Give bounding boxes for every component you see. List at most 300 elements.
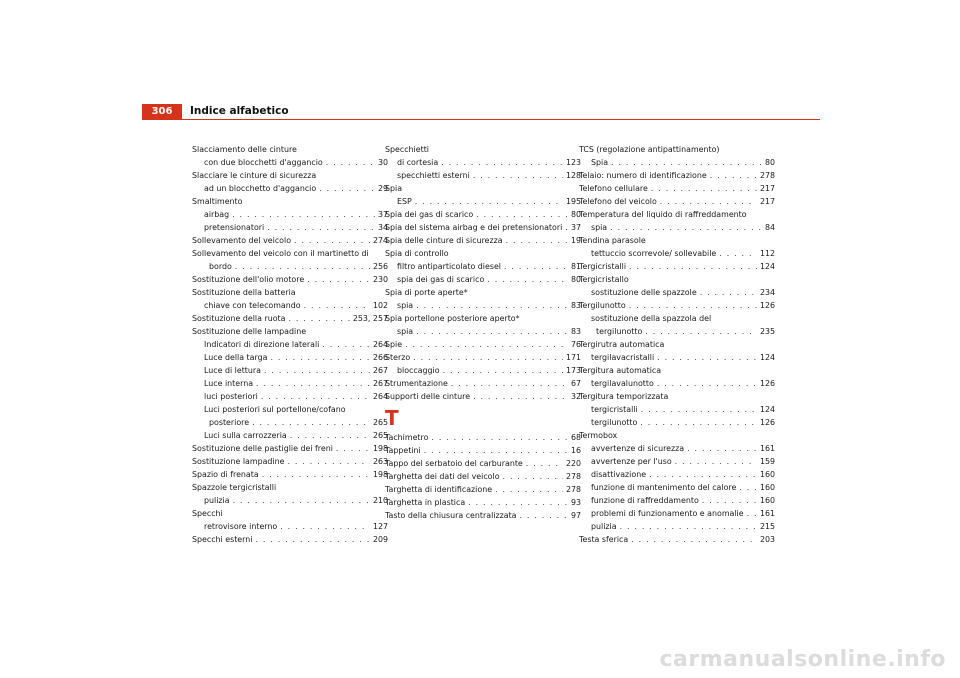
- index-entry: [579, 286, 775, 299]
- index-entry-page: 97: [570, 511, 581, 520]
- index-entry-term: Tergicristalli: [579, 262, 627, 271]
- index-entry-page: 123: [565, 158, 581, 167]
- index-entry: [579, 260, 775, 273]
- dot-leader: [702, 494, 757, 507]
- index-entry-page: 278: [759, 171, 775, 180]
- dot-leader: [322, 338, 370, 351]
- index-entry: [385, 470, 581, 483]
- index-entry-term: pulizia: [591, 522, 617, 531]
- index-entry: [579, 442, 775, 455]
- index-column-1: [192, 143, 388, 546]
- index-entry: [579, 338, 775, 351]
- index-entry: [579, 520, 775, 533]
- index-entry: [192, 325, 388, 338]
- index-entry-page: 253, 257: [352, 314, 388, 323]
- dot-leader: [290, 429, 370, 442]
- dot-leader: [262, 468, 370, 481]
- index-entry-term: Spazzole tergicristalli: [192, 483, 277, 492]
- index-entry-term: spia: [591, 223, 608, 232]
- index-entry: [385, 182, 581, 195]
- index-entry-term: Luci sulla carrozzeria: [204, 431, 287, 440]
- index-entry: [579, 299, 775, 312]
- dot-leader: [629, 260, 757, 273]
- index-entry-page: 267: [372, 366, 388, 375]
- dot-leader: [261, 390, 370, 403]
- index-entry-page: 19: [570, 236, 581, 245]
- index-entry-term: spia: [397, 301, 414, 310]
- index-entry-term: Sostituzione delle pastiglie dei freni: [192, 444, 333, 453]
- index-entry-term: tergilunotto: [596, 327, 643, 336]
- index-entry: [579, 390, 775, 403]
- dot-leader: [620, 520, 757, 533]
- index-entry-term: sostituzione della spazzola del: [591, 314, 712, 323]
- index-entry-term: Tappetini: [385, 446, 421, 455]
- index-entry-term: Tachimetro: [385, 433, 429, 442]
- dot-leader: [520, 509, 568, 522]
- index-entry-term: pulizia: [204, 496, 230, 505]
- index-entry-term: Spia dei gas di scarico: [385, 210, 474, 219]
- index-entry: [192, 221, 388, 234]
- dot-leader: [326, 156, 375, 169]
- index-entry-term: ESP: [397, 197, 412, 206]
- index-entry: [192, 364, 388, 377]
- index-entry-term: tettuccio scorrevole/ sollevabile: [591, 249, 717, 258]
- dot-leader: [287, 455, 369, 468]
- index-entry: [579, 494, 775, 507]
- dot-leader: [657, 351, 757, 364]
- dot-leader: [657, 377, 757, 390]
- index-entry: [192, 169, 388, 182]
- index-entry-page: 217: [759, 184, 775, 193]
- index-entry: [385, 325, 581, 338]
- index-entry-term: Specchi esterni: [192, 535, 253, 544]
- index-entry-term: funzione di mantenimento del calore: [591, 483, 737, 492]
- index-entry-term: Luci posteriori sul portellone/cofano: [204, 405, 346, 414]
- index-entry: [192, 455, 388, 468]
- index-entry: [192, 299, 388, 312]
- dot-leader: [451, 377, 568, 390]
- dot-leader: [651, 182, 757, 195]
- index-entry-term: Temperatura del liquido di raffreddamento: [579, 210, 747, 219]
- index-column-3: [579, 143, 775, 546]
- index-entry-term: Sostituzione della batteria: [192, 288, 296, 297]
- index-entry: [385, 260, 581, 273]
- index-entry-term: Tergicristallo: [579, 275, 629, 284]
- index-entry-page: 76: [570, 340, 581, 349]
- index-entry: [192, 156, 388, 169]
- index-entry-page: 230: [372, 275, 388, 284]
- index-entry: [192, 520, 388, 533]
- index-entry-page: 274: [372, 236, 388, 245]
- index-entry-page: 83: [570, 301, 581, 310]
- index-entry-term: Spia del sistema airbag e dei pretensionatori: [385, 223, 563, 232]
- index-entry-term: tergicristalli: [591, 405, 638, 414]
- index-entry-page: 265: [372, 431, 388, 440]
- index-entry-term: ad un blocchetto d'aggancio: [204, 184, 317, 193]
- index-entry-page: 264: [372, 392, 388, 401]
- index-entry-term: Tergitura automatica: [579, 366, 662, 375]
- index-entry: [192, 507, 388, 520]
- dot-leader: [288, 312, 349, 325]
- index-entry: [579, 169, 775, 182]
- index-entry: [385, 496, 581, 509]
- dot-leader: [441, 156, 563, 169]
- dot-leader: [235, 260, 370, 273]
- index-entry-page: 126: [759, 418, 775, 427]
- index-entry: [579, 312, 775, 325]
- index-entry-page: 171: [565, 353, 581, 362]
- index-entry-page: 29: [377, 184, 388, 193]
- index-entry: [385, 364, 581, 377]
- index-entry-term: Supporti delle cinture: [385, 392, 471, 401]
- index-entry-term: Sostituzione dell'olio motore: [192, 275, 305, 284]
- index-entry: [192, 247, 388, 260]
- index-entry: [192, 208, 388, 221]
- index-entry-page: 128: [565, 171, 581, 180]
- dot-leader: [424, 444, 568, 457]
- index-entry: [385, 195, 581, 208]
- dot-leader: [252, 416, 370, 429]
- index-entry-term: chiave con telecomando: [204, 301, 301, 310]
- index-entry-page: 263: [372, 457, 388, 466]
- index-entry-term: airbag: [204, 210, 230, 219]
- dot-leader: [413, 351, 563, 364]
- index-entry-page: 124: [759, 405, 775, 414]
- index-entry-term: Targhetta dei dati del veicolo: [385, 472, 500, 481]
- index-entry: [385, 299, 581, 312]
- index-entry-page: 209: [372, 535, 388, 544]
- index-entry-term: Sterzo: [385, 353, 411, 362]
- index-entry-term: posteriore: [209, 418, 250, 427]
- index-entry-page: 102: [372, 301, 388, 310]
- dot-leader: [416, 299, 568, 312]
- index-entry-page: 30: [377, 158, 388, 167]
- index-entry: [579, 182, 775, 195]
- index-entry: [385, 169, 581, 182]
- index-entry-term: Tergilunotto: [579, 301, 626, 310]
- dot-leader: [307, 273, 370, 286]
- index-entry: [192, 312, 388, 325]
- index-entry-term: Telefono del veicolo: [579, 197, 657, 206]
- index-entry: [192, 442, 388, 455]
- index-entry-term: Sollevamento del veicolo: [192, 236, 292, 245]
- dot-leader: [710, 169, 757, 182]
- index-entry-term: luci posteriori: [204, 392, 258, 401]
- index-entry-term: Spia di controllo: [385, 249, 449, 258]
- index-entry-term: spia dei gas di scarico: [397, 275, 485, 284]
- index-entry-page: 84: [764, 223, 775, 232]
- index-entry-page: 159: [759, 457, 775, 466]
- dot-leader: [719, 247, 757, 260]
- dot-leader: [687, 442, 757, 455]
- index-entry: [192, 481, 388, 494]
- index-entry-term: bordo: [209, 262, 232, 271]
- index-entry-page: 124: [759, 353, 775, 362]
- index-entry-page: 80: [764, 158, 775, 167]
- index-entry: [385, 286, 581, 299]
- index-entry-page: 160: [759, 470, 775, 479]
- index-entry: [385, 444, 581, 457]
- index-entry: [192, 390, 388, 403]
- index-entry: [579, 429, 775, 442]
- dot-leader: [675, 455, 757, 468]
- dot-leader: [629, 299, 757, 312]
- index-entry-term: specchietti esterni: [397, 171, 470, 180]
- index-entry-page: 265: [372, 418, 388, 427]
- index-entry-page: 278: [565, 485, 581, 494]
- dot-leader: [611, 156, 762, 169]
- index-entry-page: 83: [570, 327, 581, 336]
- index-entry-page: 266: [372, 353, 388, 362]
- index-entry-page: 124: [759, 262, 775, 271]
- index-entry: [385, 312, 581, 325]
- dot-leader: [631, 533, 757, 546]
- index-entry: [579, 364, 775, 377]
- dot-leader: [267, 221, 375, 234]
- index-entry-term: Targhetta di identificazione: [385, 485, 493, 494]
- dot-leader: [304, 299, 370, 312]
- index-entry: [192, 273, 388, 286]
- index-entry-term: Tergirutra automatica: [579, 340, 665, 349]
- index-entry-term: Spie: [385, 340, 403, 349]
- index-entry: [192, 468, 388, 481]
- index-entry-term: Tergitura temporizzata: [579, 392, 669, 401]
- index-entry: [192, 182, 388, 195]
- index-entry: [385, 208, 581, 221]
- dot-leader: [336, 442, 370, 455]
- index-entry-term: Luce di lettura: [204, 366, 261, 375]
- index-entry: [579, 143, 775, 156]
- index-entry-term: Smaltimento: [192, 197, 243, 206]
- index-entry: [192, 286, 388, 299]
- index-entry: [192, 260, 388, 273]
- dot-leader: [473, 390, 568, 403]
- index-entry-term: Spia di porte aperte*: [385, 288, 468, 297]
- index-entry: [192, 494, 388, 507]
- dot-leader: [476, 208, 568, 221]
- index-entry-term: spia: [397, 327, 414, 336]
- index-entry: [579, 325, 775, 338]
- index-entry-term: Spazio di frenata: [192, 470, 259, 479]
- index-entry: [192, 195, 388, 208]
- index-entry-page: 37: [377, 210, 388, 219]
- index-entry-term: tergilavacristalli: [591, 353, 655, 362]
- index-entry-page: 220: [565, 459, 581, 468]
- index-entry-page: 37: [570, 223, 581, 232]
- dot-leader: [504, 260, 568, 273]
- index-entry-term: Tendina parasole: [579, 236, 646, 245]
- dot-leader: [640, 416, 757, 429]
- index-entry: [192, 234, 388, 247]
- index-entry-page: 80: [570, 210, 581, 219]
- index-entry-term: con due blocchetti d'aggancio: [204, 158, 323, 167]
- dot-leader: [506, 234, 568, 247]
- index-entry-term: Spia portellone posteriore aperto*: [385, 314, 520, 323]
- dot-leader: [660, 195, 757, 208]
- index-entry: [385, 143, 581, 156]
- index-entry: [579, 208, 775, 221]
- index-entry-term: Indicatori di direzione laterali: [204, 340, 320, 349]
- index-entry-page: 173: [565, 366, 581, 375]
- dot-leader: [270, 351, 370, 364]
- index-entry: [579, 481, 775, 494]
- dot-leader: [255, 533, 369, 546]
- index-entry-term: tergilavalunotto: [591, 379, 654, 388]
- index-entry-page: 210: [372, 496, 388, 505]
- index-entry-page: 203: [759, 535, 775, 544]
- index-entry-page: 126: [759, 379, 775, 388]
- index-entry-term: filtro antiparticolato diesel: [397, 262, 501, 271]
- index-entry-page: 68: [570, 433, 581, 442]
- index-entry-term: problemi di funzionamento e anomalie: [591, 509, 744, 518]
- dot-leader: [700, 286, 757, 299]
- dot-leader: [487, 273, 568, 286]
- index-entry: [579, 416, 775, 429]
- index-entry: [385, 377, 581, 390]
- index-entry: [579, 156, 775, 169]
- index-entry: [579, 377, 775, 390]
- index-entry-page: 256: [372, 262, 388, 271]
- index-entry-page: 160: [759, 496, 775, 505]
- index-entry-page: 67: [570, 379, 581, 388]
- dot-leader: [405, 338, 568, 351]
- index-entry: [385, 509, 581, 522]
- dot-leader: [443, 364, 563, 377]
- watermark: carmanualsonline.info: [659, 647, 946, 672]
- index-entry-term: Slacciare le cinture di sicurezza: [192, 171, 317, 180]
- dot-leader: [468, 496, 568, 509]
- index-entry-page: 215: [759, 522, 775, 531]
- index-entry-term: Luce della targa: [204, 353, 268, 362]
- dot-leader: [747, 507, 757, 520]
- index-entry-page: 235: [759, 327, 775, 336]
- index-entry: [579, 221, 775, 234]
- index-entry-term: TCS (regolazione antipattinamento): [579, 145, 720, 154]
- index-entry-term: tergilunotto: [591, 418, 638, 427]
- dot-leader: [264, 364, 370, 377]
- index-entry-term: Telaio: numero di identificazione: [579, 171, 707, 180]
- index-entry-term: Specchietti: [385, 145, 429, 154]
- dot-leader: [431, 431, 568, 444]
- index-entry-page: 126: [759, 301, 775, 310]
- index-entry: [385, 273, 581, 286]
- index-entry-term: pretensionatori: [204, 223, 265, 232]
- index-entry-term: sostituzione delle spazzole: [591, 288, 697, 297]
- index-entry-page: 127: [372, 522, 388, 531]
- index-entry-term: Spia delle cinture di sicurezza: [385, 236, 503, 245]
- index-entry-term: di cortesia: [397, 158, 439, 167]
- dot-leader: [415, 195, 563, 208]
- page-number-badge: 306: [142, 104, 182, 119]
- index-entry-term: avvertenze di sicurezza: [591, 444, 685, 453]
- index-entry-term: Telefono cellulare: [579, 184, 648, 193]
- index-entry-page: 198: [372, 470, 388, 479]
- index-entry: [192, 377, 388, 390]
- index-entry-page: 160: [759, 483, 775, 492]
- index-entry: [579, 468, 775, 481]
- index-entry-term: Tappo del serbatoio del carburante: [385, 459, 523, 468]
- index-entry: [385, 247, 581, 260]
- index-entry: [579, 403, 775, 416]
- dot-leader: [503, 470, 563, 483]
- page-title: Indice alfabetico: [190, 105, 289, 117]
- dot-leader: [649, 468, 757, 481]
- index-entry-page: 112: [759, 249, 775, 258]
- index-entry-page: 278: [565, 472, 581, 481]
- index-entry-page: 217: [759, 197, 775, 206]
- index-entry-term: Spia: [385, 184, 403, 193]
- index-entry-term: Sostituzione lampadine: [192, 457, 285, 466]
- index-entry-page: 161: [759, 444, 775, 453]
- dot-leader: [641, 403, 757, 416]
- index-entry: [192, 143, 388, 156]
- dot-leader: [610, 221, 762, 234]
- index-entry: [579, 234, 775, 247]
- index-entry: [385, 457, 581, 470]
- index-entry-page: 198: [372, 444, 388, 453]
- index-entry: [192, 429, 388, 442]
- index-entry: [579, 455, 775, 468]
- index-entry-page: 32: [570, 392, 581, 401]
- index-entry-term: retrovisore interno: [204, 522, 278, 531]
- dot-leader: [319, 182, 375, 195]
- index-entry-page: 264: [372, 340, 388, 349]
- header-divider: [142, 119, 820, 120]
- index-entry-term: Targhetta in plastica: [385, 498, 466, 507]
- index-entry-page: 93: [570, 498, 581, 507]
- index-entry-term: Specchi: [192, 509, 223, 518]
- index-entry: [385, 234, 581, 247]
- index-entry-term: Luce interna: [204, 379, 254, 388]
- index-entry: [385, 483, 581, 496]
- page-header: [142, 104, 820, 120]
- dot-leader: [565, 221, 568, 234]
- dot-leader: [473, 169, 563, 182]
- index-entry-page: 161: [759, 509, 775, 518]
- index-entry-page: 16: [570, 446, 581, 455]
- index-entry: [579, 273, 775, 286]
- index-entry-page: 34: [377, 223, 388, 232]
- dot-leader: [495, 483, 563, 496]
- index-entry: [579, 247, 775, 260]
- dot-leader: [294, 234, 370, 247]
- index-letter-heading: T: [385, 406, 399, 430]
- index-entry-term: Testa sferica: [579, 535, 629, 544]
- index-entry: [385, 390, 581, 403]
- index-entry-term: Sostituzione della ruota: [192, 314, 286, 323]
- index-entry: [385, 156, 581, 169]
- index-entry-term: bloccaggio: [397, 366, 440, 375]
- index-entry-page: 81: [570, 262, 581, 271]
- dot-leader: [645, 325, 757, 338]
- dot-leader: [739, 481, 757, 494]
- index-entry: [385, 221, 581, 234]
- index-entry: [579, 507, 775, 520]
- index-entry: [385, 431, 581, 444]
- index-entry-page: 80: [570, 275, 581, 284]
- dot-leader: [416, 325, 568, 338]
- dot-leader: [233, 494, 370, 507]
- index-entry-term: funzione di raffreddamento: [591, 496, 699, 505]
- index-entry-page: 195: [565, 197, 581, 206]
- index-entry: [579, 351, 775, 364]
- index-entry-page: 234: [759, 288, 775, 297]
- index-entry: [192, 351, 388, 364]
- index-entry-term: disattivazione: [591, 470, 647, 479]
- index-column-2: [385, 143, 581, 522]
- dot-leader: [280, 520, 370, 533]
- index-entry: [192, 403, 388, 416]
